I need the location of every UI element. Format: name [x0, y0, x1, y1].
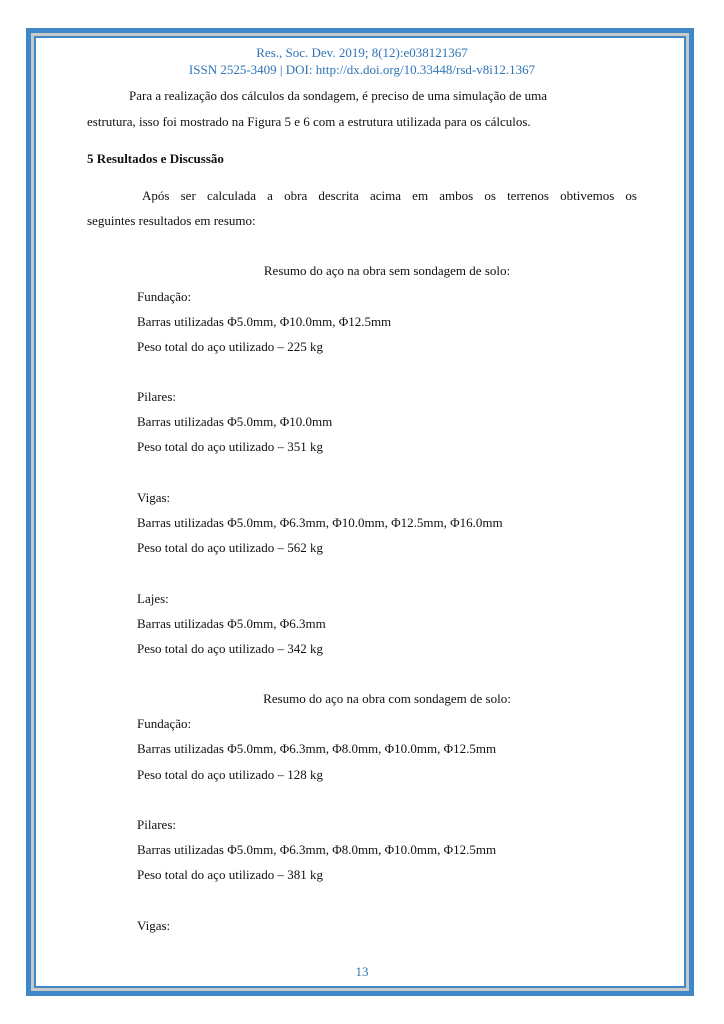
intro-line-1: Para a realização dos cálculos da sondagem, é preciso de uma simulação de uma [129, 88, 547, 103]
with-fundacao-barras: Barras utilizadas Φ5.0mm, Φ6.3mm, Φ8.0mm, Φ10.0mm, Φ12.5mm [137, 741, 497, 756]
results-para-line-2: seguintes resultados em resumo: [87, 213, 256, 228]
results-para-line-1: Após ser calculada a obra descrita acima em ambos os terrenos obtivemos os [142, 188, 637, 203]
without-lajes-label: Lajes: [137, 591, 169, 606]
page-number: 13 [355, 964, 369, 979]
with-fundacao-label: Fundação: [137, 716, 192, 731]
journal-citation: Res., Soc. Dev. 2019; 8(12):e038121367 [256, 45, 468, 60]
journal-doi: ISSN 2525-3409 | DOI: http://dx.doi.org/10.33448/rsd-v8i12.1367 [188, 62, 536, 77]
without-pilares-barras: Barras utilizadas Φ5.0mm, Φ10.0mm [137, 414, 333, 429]
section-heading: 5 Resultados e Discussão [87, 151, 224, 166]
summary-without-title: Resumo do aço na obra sem sondagem de solo: [263, 263, 511, 278]
with-pilares-peso: Peso total do aço utilizado – 381 kg [137, 867, 323, 882]
without-lajes-barras: Barras utilizadas Φ5.0mm, Φ6.3mm [137, 616, 326, 631]
with-pilares-barras: Barras utilizadas Φ5.0mm, Φ6.3mm, Φ8.0mm, Φ10.0mm, Φ12.5mm [137, 842, 497, 857]
without-fundacao-label: Fundação: [137, 289, 192, 304]
without-lajes-peso: Peso total do aço utilizado – 342 kg [137, 641, 323, 656]
with-vigas-label: Vigas: [137, 918, 171, 933]
without-fundacao-peso: Peso total do aço utilizado – 225 kg [137, 339, 323, 354]
without-vigas-label: Vigas: [137, 490, 171, 505]
with-fundacao-peso: Peso total do aço utilizado – 128 kg [137, 767, 323, 782]
intro-line-2: estrutura, isso foi mostrado na Figura 5 e 6 com a estrutura utilizada para os cálculos. [87, 114, 531, 129]
summary-with-title: Resumo do aço na obra com sondagem de solo: [263, 691, 511, 706]
without-fundacao-barras: Barras utilizadas Φ5.0mm, Φ10.0mm, Φ12.5mm [137, 314, 392, 329]
without-vigas-barras: Barras utilizadas Φ5.0mm, Φ6.3mm, Φ10.0mm, Φ12.5mm, Φ16.0mm [137, 515, 503, 530]
with-pilares-label: Pilares: [137, 817, 176, 832]
without-pilares-peso: Peso total do aço utilizado – 351 kg [137, 439, 323, 454]
without-pilares-label: Pilares: [137, 389, 176, 404]
without-vigas-peso: Peso total do aço utilizado – 562 kg [137, 540, 323, 555]
